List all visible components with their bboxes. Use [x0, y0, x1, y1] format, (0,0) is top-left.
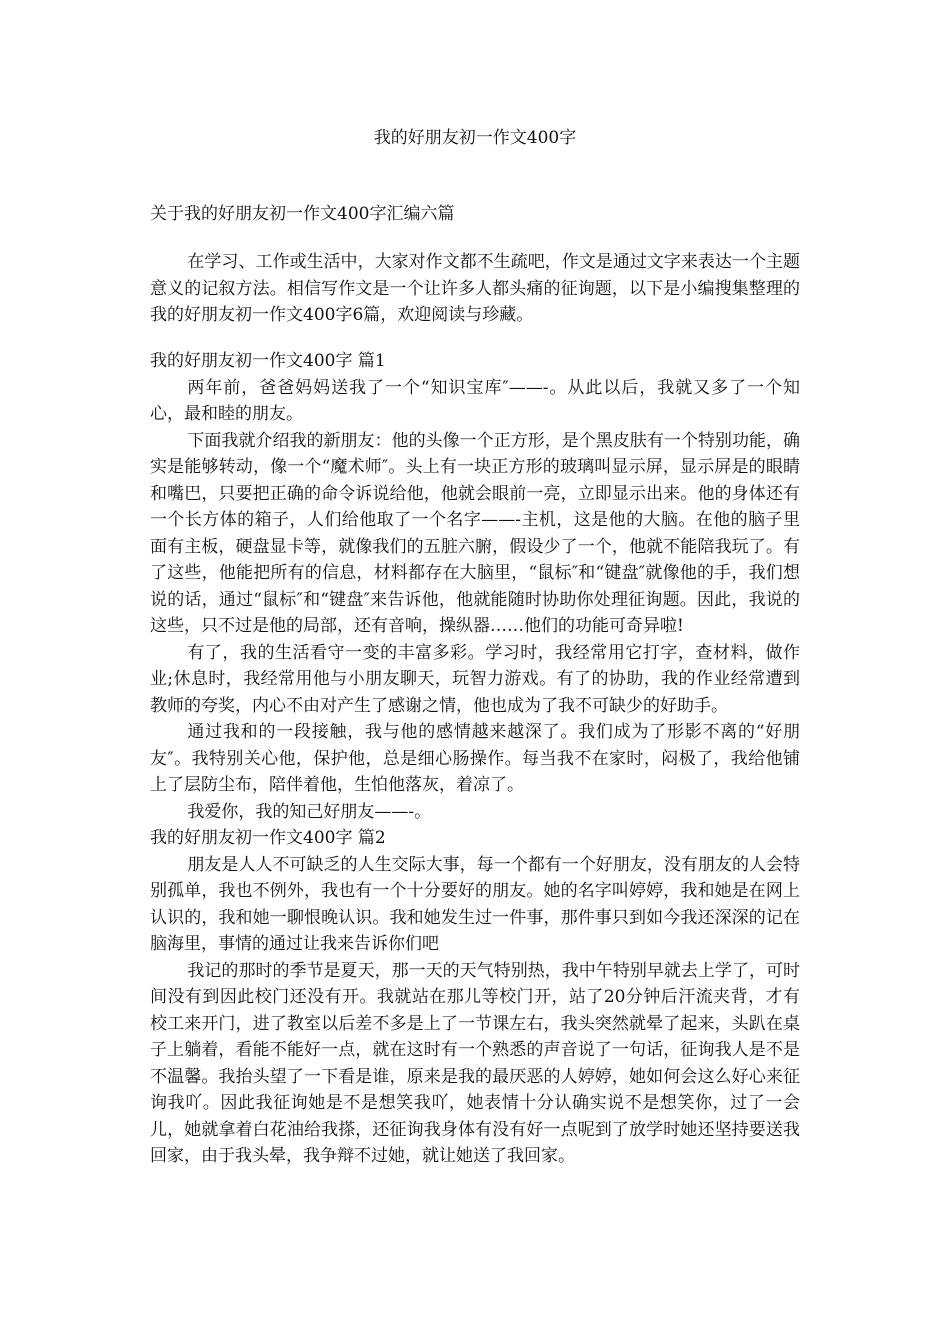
document-body	[150, 348, 800, 1170]
section-1	[150, 348, 800, 825]
paragraph: 我记的那时的季节是夏天，那一天的天气特别热，我中午特别早就去上学了，可时间没有到因此校门还没有开。我就站在那儿等校门开，站了20分钟后汗流夹背，才有校工来开门，进了教室以后差不多是上了一节课左右，我头突然就晕了起来，头趴在桌子上躺着，看能不能好一点，就在这时有一个熟悉的声音说了一句话，征询我人是不是不温馨。我抬头望了一下看是谁，原来是我的最厌恶的人婷婷，她如何会这么好心来征询我吖。因此我征询她是不是想笑我吖，她表情十分认确实说不是想笑你，过了一会儿，她就拿着白花油给我搽，还征询我身体有没有好一点呢到了放学时她还坚持要送我回家，由于我头晕，我争辩不过她，就让她送了我回家。	[150, 960, 800, 1166]
section-heading: 我的好朋友初一作文400字 篇2	[150, 828, 386, 848]
section-heading: 我的好朋友初一作文400字 篇1	[150, 351, 386, 371]
intro-paragraph: 在学习、工作或生活中，大家对作文都不生疏吧，作文是通过文字来表达一个主题意义的记叙方法。相信写作文是一个让许多人都头痛的征询题，以下是小编搜集整理的我的好朋友初一作文400字6篇，欢迎阅读与珍藏。	[150, 252, 800, 325]
intro-block	[150, 249, 800, 329]
paragraph: 通过我和的一段接触，我与他的感情越来越深了。我们成为了形影不离的“好朋友″。我特别关心他，保护他，总是细心肠操作。每当我不在家时，闷极了，我给他铺上了层防尘布，陪伴着他，生怕他落灰，着凉了。	[150, 722, 800, 795]
paragraph: 朋友是人人不可缺乏的人生交际大事，每一个都有一个好朋友，没有朋友的人会特别孤单，我也不例外，我也有一个十分要好的朋友。她的名字叫婷婷，我和她是在网上认识的，我和她一聊恨晚认识。我和她发生过一件事，那件事只到如今我还深深的记在脑海里，事情的通过让我来告诉你们吧	[150, 854, 800, 954]
paragraph: 有了，我的生活看守一变的丰富多彩。学习时，我经常用它打字，查材料，做作业;休息时，我经常用他与小朋友聊天，玩智力游戏。有了的协助，我的作业经常遭到教师的夸奖，内心不由对产生了感谢之情，他也成为了我不可缺少的好助手。	[150, 642, 800, 716]
section-2	[150, 825, 800, 1170]
paragraph: 下面我就介绍我的新朋友：他的头像一个正方形，是个黑皮肤有一个特别功能，确实是能够转动，像一个“魔术师″。头上有一块正方形的玻璃叫显示屏，显示屏是的眼睛和嘴巴，只要把正确的命令诉说给他，他就会眼前一亮，立即显示出来。他的身体还有一个长方体的箱子，人们给他取了一个名字——-主机，这是他的大脑。在他的脑子里面有主板，硬盘显卡等，就像我们的五脏六腑，假设少了一个，他就不能陪我玩了。有了这些，他能把所有的信息，材料都存在大脑里，“鼠标″和“键盘″就像他的手，我们想说的话，通过“鼠标″和“键盘″来告诉他，他就能随时协助你处理征询题。因此，我说的这些，只不过是他的局部，还有音响，操纵器……他们的功能可奇异啦!	[150, 430, 800, 636]
document-title: 我的好朋友初一作文400字	[373, 128, 577, 148]
paragraph: 我爱你，我的知己好朋友——-。	[187, 801, 432, 822]
paragraph: 两年前，爸爸妈妈送我了一个“知识宝库″——-。从此以后，我就又多了一个知心，最和睦的朋友。	[150, 377, 800, 424]
document-subtitle: 关于我的好朋友初一作文400字汇编六篇	[150, 204, 455, 224]
